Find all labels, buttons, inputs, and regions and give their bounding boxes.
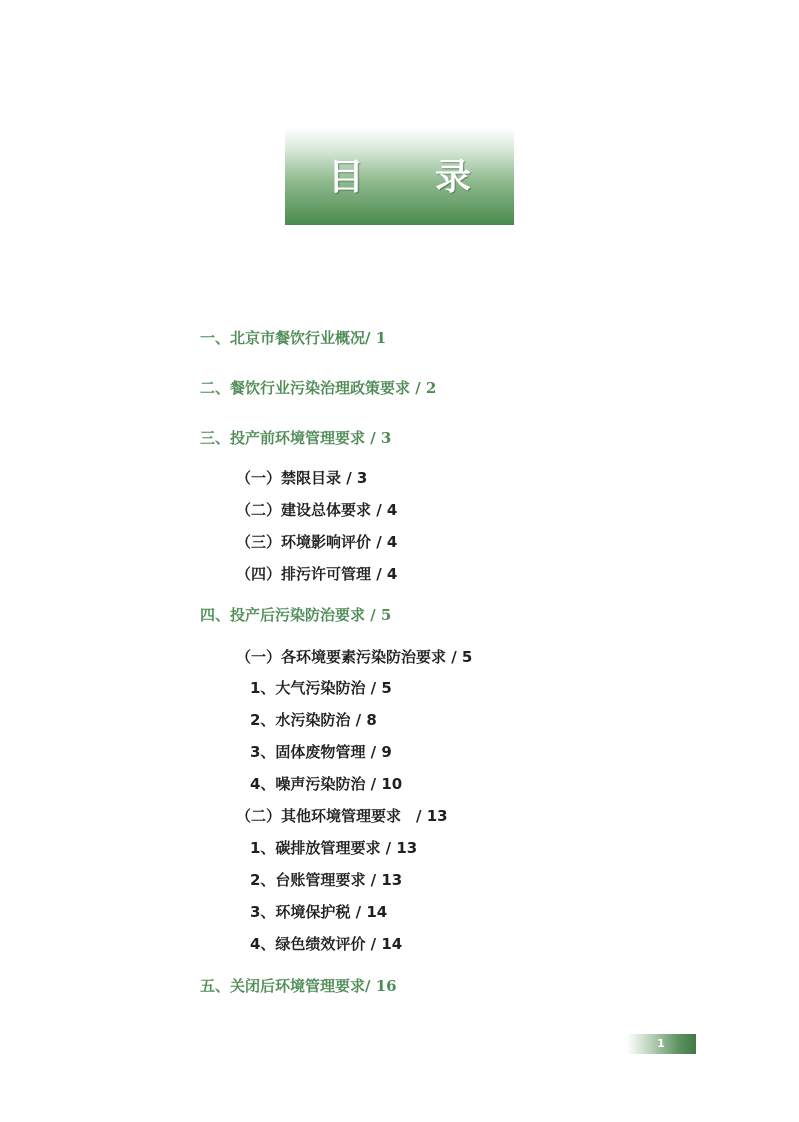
- toc-section-4[interactable]: 四、投产后污染防治要求 / 5: [200, 606, 392, 624]
- toc-title-banner: [285, 128, 514, 225]
- toc-subsection-3-2[interactable]: （二）建设总体要求 / 4: [236, 501, 398, 519]
- toc-subsection-4-1[interactable]: （一）各环境要素污染防治要求 / 5: [236, 648, 473, 666]
- toc-section-1[interactable]: 一、北京市餐饮行业概况/ 1: [200, 329, 387, 347]
- toc-subsection-3-4[interactable]: （四）排污许可管理 / 4: [236, 565, 398, 583]
- toc-item-4-1-4[interactable]: 4、噪声污染防治 / 10: [250, 775, 403, 793]
- toc-section-5[interactable]: 五、关闭后环境管理要求/ 16: [200, 977, 397, 995]
- toc-section-2[interactable]: 二、餐饮行业污染治理政策要求 / 2: [200, 379, 437, 397]
- toc-subsection-3-1[interactable]: （一）禁限目录 / 3: [236, 469, 368, 487]
- toc-item-4-1-1[interactable]: 1、大气污染防治 / 5: [250, 679, 392, 697]
- toc-subsection-3-3[interactable]: （三）环境影响评价 / 4: [236, 533, 398, 551]
- toc-item-4-1-3[interactable]: 3、固体废物管理 / 9: [250, 743, 392, 761]
- toc-section-3[interactable]: 三、投产前环境管理要求 / 3: [200, 429, 392, 447]
- toc-subsection-4-2[interactable]: （二）其他环境管理要求 / 13: [236, 807, 448, 825]
- toc-item-4-2-1[interactable]: 1、碳排放管理要求 / 13: [250, 839, 418, 857]
- page-number: 1: [657, 1037, 665, 1050]
- toc-item-4-1-2[interactable]: 2、水污染防治 / 8: [250, 711, 377, 729]
- toc-title-char-1: 目: [328, 157, 365, 198]
- toc-item-4-2-3[interactable]: 3、环境保护税 / 14: [250, 903, 388, 921]
- toc-item-4-2-4[interactable]: 4、绿色绩效评价 / 14: [250, 935, 403, 953]
- toc-item-4-2-2[interactable]: 2、台账管理要求 / 13: [250, 871, 403, 889]
- toc-title-char-2: 录: [435, 157, 472, 198]
- page-number-badge: [627, 1034, 696, 1054]
